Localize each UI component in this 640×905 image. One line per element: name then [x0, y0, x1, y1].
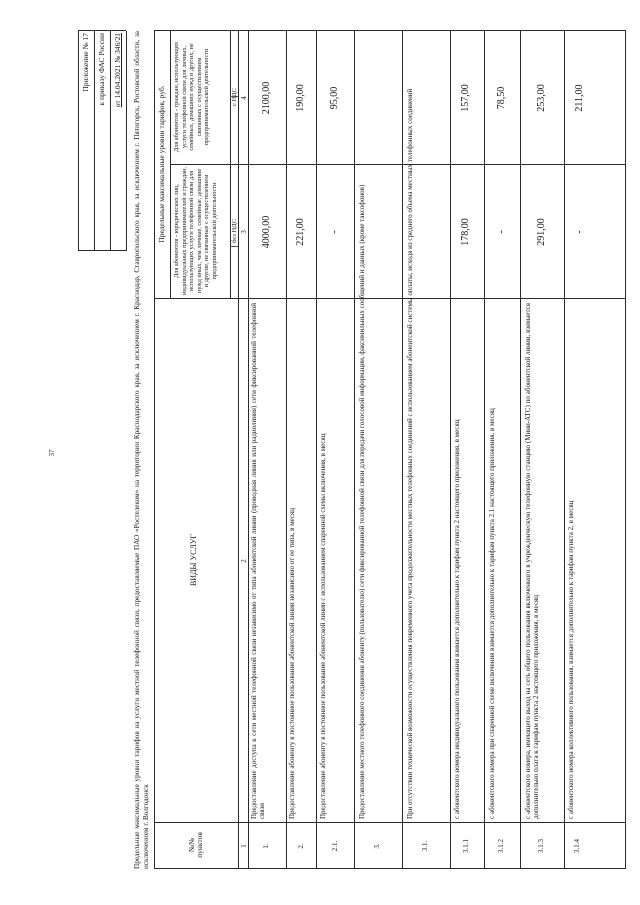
row-service-description: Предоставление местного телефонного соединения абоненту (пользователю) сети фиксированной телефонной связи для передачи голосовой информации, факсимильных сообщений и данных (кроме таксофонов)	[358, 184, 366, 819]
row-service-description: Предоставление абоненту в постоянное пользование абонентской линии с использованием спаренной схемы включения, в месяц	[319, 433, 327, 819]
price-citizens: 95,00	[329, 86, 340, 110]
appendix-order-reference: от 14.04.2021 № 346/21	[113, 33, 122, 108]
column-number-2: 2	[240, 559, 248, 563]
rotated-document-sheet	[70, 21, 630, 877]
row-service-description: Предоставление доступа к сети местной телефонной связи независимо от типа абонентской линии (проводная линия или радиолиния) сети фиксированной телефонной связи	[250, 303, 267, 819]
price-legal-entities: -	[574, 230, 585, 234]
document-title: Предельные максимальные уровни тарифов на услуги местной телефонной связи, предоставляемые ПАО «Ростелеком» на территории Краснодарского края, за исключением г. Краснодар, Ставропольского края, за исключением г. Пятигорск, Ростовской области, за исключением г. Волгодонск	[133, 31, 150, 869]
row-number: 1.	[262, 843, 270, 849]
price-legal-entities: -	[329, 230, 340, 234]
price-legal-entities: 4000,00	[261, 215, 272, 249]
page-number: 37	[48, 449, 56, 457]
price-legal-entities: -	[496, 230, 507, 234]
header-tariff-levels: Предельные максимальные уровни тарифов, руб.	[157, 85, 166, 243]
row-service-description: с абонентского номера, имеющего выход на сеть общего пользования включенного в учрежденческую телефонную станцию (Мини-АТС) по абонентской линии, взимается дополнительно плата к тарифам пункта 2 настоящего приложения, в месяц	[524, 303, 541, 819]
appendix-title: Приложение № 17	[81, 33, 90, 92]
row-number: 3.	[373, 843, 381, 849]
column-number-4: 4	[240, 96, 248, 100]
row-service-description: с абонентского номера при спаренной схеме включения взимается дополнительно к тарифам пункта 2.1 настоящего приложения, в месяц	[488, 408, 496, 819]
row-number: 2.	[297, 843, 305, 849]
row-number: 2.1.	[331, 840, 339, 852]
price-citizens: 190,00	[295, 84, 306, 112]
price-citizens: 253,00	[536, 84, 547, 112]
header-vat-excluded: без НДС	[231, 219, 238, 243]
price-legal-entities: 178,00	[460, 218, 471, 246]
header-service-types: ВИДЫ УСЛУГ	[189, 533, 198, 587]
price-citizens: 157,00	[460, 84, 471, 112]
header-item-number: №№ пунктов	[187, 832, 205, 858]
price-citizens: 211,00	[574, 84, 585, 112]
appendix-order-line: к приказу ФАС России	[97, 33, 106, 106]
row-service-description: При отсутствии технической возможности осуществления повременного учета продолжительности местных телефонных соединений с использованием абонентской системы оплаты, исходя из среднего объема местных телефонных соединений	[406, 88, 414, 819]
row-number: 3.1.3	[537, 839, 545, 853]
row-service-description: Предоставление абоненту в постоянное пользование абонентской линии независимо от ее типа, в месяц	[288, 508, 296, 819]
row-number: 3.1.4	[573, 839, 581, 853]
header-citizens: Для абонентов - граждан, использующих услуги телефонной связи для личных, семейных, домашних нужд и других, не связанных с осуществлением предпринимательской деятельности	[173, 41, 211, 153]
header-vat-included: с НДС	[231, 88, 238, 106]
row-number: 3.1.	[421, 840, 429, 852]
row-number: 3.1.1	[462, 839, 470, 853]
price-citizens: 78,50	[496, 86, 507, 110]
column-number-1: 1	[240, 844, 248, 848]
row-service-description: с абонентского номера индивидуального пользования взимается дополнительно к тарифам пункта 2 настоящего приложения, в месяц	[453, 419, 461, 819]
header-legal-entities: Для абонентов - юридических лиц, индивидуальных предпринимателей и граждан, использующих услуги телефонной связи для нужд иных, чем личные, семейные, домашние и другие, не связанные с осуществлением предпринимательской деятельности	[173, 167, 218, 295]
row-number: 3.1.2	[497, 839, 505, 853]
column-number-3: 3	[240, 230, 248, 234]
price-citizens: 2100,00	[261, 81, 272, 115]
row-service-description: с абонентского номера коллективного пользования, взимается дополнительно к тарифам пункта 2, в месяц	[567, 500, 575, 819]
price-legal-entities: 291,00	[536, 218, 547, 246]
price-legal-entities: 221,00	[295, 218, 306, 246]
